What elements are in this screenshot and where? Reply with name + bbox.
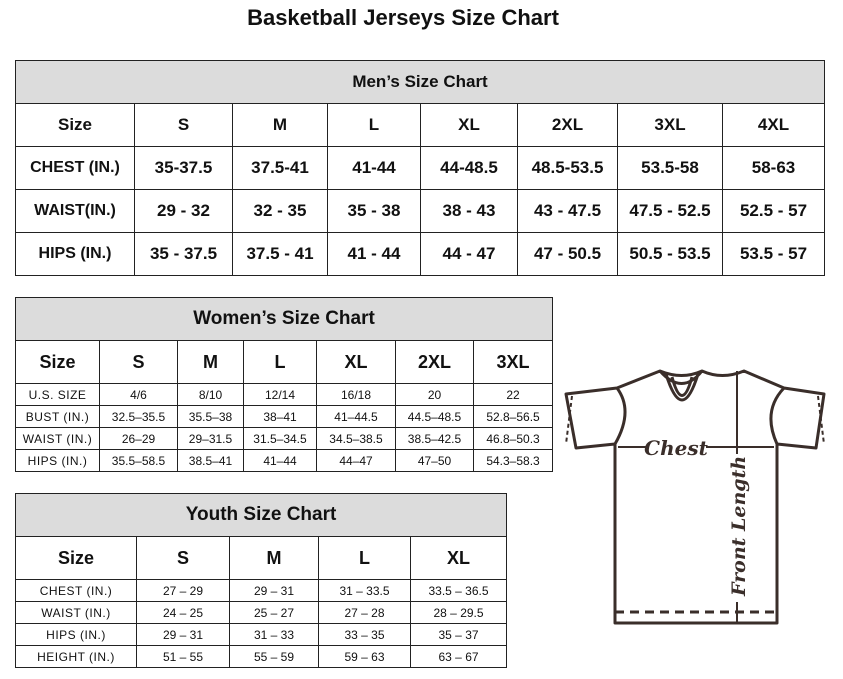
size-column-header: L <box>319 537 411 580</box>
table-cell: 35 - 37.5 <box>135 233 233 276</box>
table-row <box>16 190 825 233</box>
youth-size-table <box>15 493 507 668</box>
row-label: HIPS (IN.) <box>16 624 137 646</box>
table-cell: 35-37.5 <box>135 147 233 190</box>
front-length-label: Front Length <box>728 455 750 596</box>
table-cell: 41–44.5 <box>317 406 396 428</box>
mens-caption: Men’s Size Chart <box>16 61 825 104</box>
size-column-header: 2XL <box>518 104 618 147</box>
table-cell: 37.5-41 <box>233 147 328 190</box>
table-cell: 52.8–56.5 <box>474 406 553 428</box>
table-row <box>16 580 507 602</box>
table-cell: 37.5 - 41 <box>233 233 328 276</box>
table-cell: 55 – 59 <box>230 646 319 668</box>
table-cell: 48.5-53.5 <box>518 147 618 190</box>
table-cell: 38–41 <box>244 406 317 428</box>
size-column-header: XL <box>421 104 518 147</box>
table-cell: 52.5 - 57 <box>723 190 825 233</box>
size-column-header: M <box>178 341 244 384</box>
table-cell: 41-44 <box>328 147 421 190</box>
womens-header-row <box>16 341 553 384</box>
size-column-header: S <box>100 341 178 384</box>
size-column-header: XL <box>411 537 507 580</box>
table-cell: 16/18 <box>317 384 396 406</box>
table-cell: 28 – 29.5 <box>411 602 507 624</box>
table-cell: 31.5–34.5 <box>244 428 317 450</box>
table-cell: 31 – 33 <box>230 624 319 646</box>
mens-size-table <box>15 60 825 276</box>
table-cell: 4/6 <box>100 384 178 406</box>
size-column-header: XL <box>317 341 396 384</box>
table-cell: 27 – 29 <box>137 580 230 602</box>
table-row <box>16 147 825 190</box>
size-column-header: 4XL <box>723 104 825 147</box>
table-cell: 32.5–35.5 <box>100 406 178 428</box>
table-cell: 54.3–58.3 <box>474 450 553 472</box>
table-cell: 43 - 47.5 <box>518 190 618 233</box>
table-cell: 59 – 63 <box>319 646 411 668</box>
table-cell: 41–44 <box>244 450 317 472</box>
table-cell: 24 – 25 <box>137 602 230 624</box>
table-cell: 58-63 <box>723 147 825 190</box>
table-row <box>16 646 507 668</box>
table-cell: 35 – 37 <box>411 624 507 646</box>
size-header: Size <box>16 104 135 147</box>
size-column-header: M <box>233 104 328 147</box>
table-row <box>16 428 553 450</box>
table-cell: 35.5–58.5 <box>100 450 178 472</box>
table-cell: 8/10 <box>178 384 244 406</box>
table-row <box>16 450 553 472</box>
row-label: HEIGHT (IN.) <box>16 646 137 668</box>
table-cell: 53.5 - 57 <box>723 233 825 276</box>
table-cell: 44.5–48.5 <box>396 406 474 428</box>
table-cell: 29 – 31 <box>230 580 319 602</box>
mens-header-row <box>16 104 825 147</box>
table-cell: 51 – 55 <box>137 646 230 668</box>
size-column-header: L <box>328 104 421 147</box>
table-cell: 31 – 33.5 <box>319 580 411 602</box>
youth-caption: Youth Size Chart <box>16 494 507 537</box>
table-row <box>16 406 553 428</box>
table-cell: 46.8–50.3 <box>474 428 553 450</box>
table-cell: 35 - 38 <box>328 190 421 233</box>
table-cell: 26–29 <box>100 428 178 450</box>
row-label: CHEST (IN.) <box>16 580 137 602</box>
size-column-header: 2XL <box>396 341 474 384</box>
table-cell: 29 - 32 <box>135 190 233 233</box>
table-cell: 33.5 – 36.5 <box>411 580 507 602</box>
row-label: BUST (IN.) <box>16 406 100 428</box>
table-cell: 38.5–41 <box>178 450 244 472</box>
table-cell: 25 – 27 <box>230 602 319 624</box>
table-cell: 33 – 35 <box>319 624 411 646</box>
chest-label: Chest <box>644 436 708 460</box>
table-cell: 20 <box>396 384 474 406</box>
table-cell: 22 <box>474 384 553 406</box>
table-cell: 12/14 <box>244 384 317 406</box>
table-cell: 27 – 28 <box>319 602 411 624</box>
youth-header-row <box>16 537 507 580</box>
size-column-header: M <box>230 537 319 580</box>
womens-caption: Women’s Size Chart <box>16 298 553 341</box>
table-row <box>16 624 507 646</box>
table-row <box>16 233 825 276</box>
table-cell: 47 - 50.5 <box>518 233 618 276</box>
table-cell: 29 – 31 <box>137 624 230 646</box>
row-label: HIPS (IN.) <box>16 233 135 276</box>
table-cell: 32 - 35 <box>233 190 328 233</box>
row-label: HIPS (IN.) <box>16 450 100 472</box>
row-label: WAIST (IN.) <box>16 428 100 450</box>
table-cell: 47–50 <box>396 450 474 472</box>
table-cell: 41 - 44 <box>328 233 421 276</box>
row-label: CHEST (IN.) <box>16 147 135 190</box>
size-column-header: S <box>135 104 233 147</box>
table-cell: 44-48.5 <box>421 147 518 190</box>
table-row <box>16 384 553 406</box>
table-cell: 44 - 47 <box>421 233 518 276</box>
jersey-body-outline <box>566 371 824 623</box>
size-column-header: 3XL <box>474 341 553 384</box>
size-header: Size <box>16 341 100 384</box>
jersey-outline-icon <box>562 366 830 628</box>
size-column-header: S <box>137 537 230 580</box>
table-cell: 38 - 43 <box>421 190 518 233</box>
table-row <box>16 602 507 624</box>
table-cell: 53.5-58 <box>618 147 723 190</box>
row-label: WAIST(IN.) <box>16 190 135 233</box>
table-cell: 29–31.5 <box>178 428 244 450</box>
womens-size-table <box>15 297 553 472</box>
table-cell: 38.5–42.5 <box>396 428 474 450</box>
row-label: U.S. SIZE <box>16 384 100 406</box>
size-header: Size <box>16 537 137 580</box>
table-cell: 34.5–38.5 <box>317 428 396 450</box>
size-column-header: L <box>244 341 317 384</box>
row-label: WAIST (IN.) <box>16 602 137 624</box>
table-cell: 35.5–38 <box>178 406 244 428</box>
table-cell: 47.5 - 52.5 <box>618 190 723 233</box>
table-cell: 50.5 - 53.5 <box>618 233 723 276</box>
page-title: Basketball Jerseys Size Chart <box>247 5 559 30</box>
table-cell: 44–47 <box>317 450 396 472</box>
size-column-header: 3XL <box>618 104 723 147</box>
table-cell: 63 – 67 <box>411 646 507 668</box>
